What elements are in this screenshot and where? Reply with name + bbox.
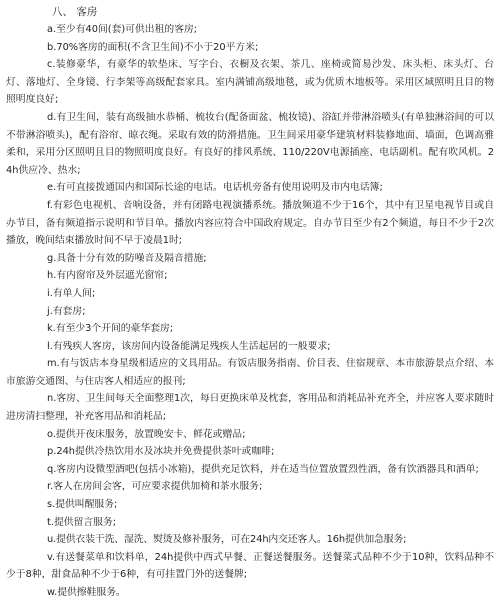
list-item: u.提供衣装干洗、湿洗、熨烫及修补服务，可在24h内交还客人。16h提供加急服务; [47,534,407,546]
list-item: r.客人在房间会客，可应要求提供加椅和茶水服务; [47,481,263,493]
list-item: l.有残疾人客房，该房间内设备能满足残疾人生活起居的一般要求; [47,340,331,352]
list-item: q.客房内设微型酒吧(包括小冰箱)，提供充足饮料，并在适当位置放置烈性酒，备有饮酒器具和酒单; [47,463,479,475]
list-item: n.客房、卫生间每天全面整理1次，每日更换床单及枕套，客用品和消耗品补充齐全，并应客人要求随时进房清扫整理，补充客用品和消耗品; [6,393,494,423]
list-item: b.70%客房的面积(不含卫生间)不小于20平方米; [47,41,259,53]
list-item: d.有卫生间，装有高级抽水恭桶、梳妆台(配备面盆、梳妆镜)、浴缸并带淋浴喷头(有单独淋浴间的可以不带淋浴喷头)，配有浴帘、晾衣绳。采取有效的防滑措施。卫生间采用豪华建筑材料装修地面、墙面，色调高雅柔和，采用分区照明且目的物照明度良好。有良好的排风系统、110/220V电源插座、电话副机。配有吹风机。24h供应冷、热水; [6,111,494,176]
list-item: m.有与饭店本身星级相适应的文具用品。有饭店服务指南、价目表、住宿规章、本市旅游景点介绍、本市旅游交通图、与住店客人相适应的报刊; [6,358,494,387]
list-item: t.提供留言服务; [47,516,117,528]
list-item: k.有至少3个开间的豪华套房; [47,323,174,335]
list-item: a.至少有40间(套)可供出租的客房; [47,24,198,35]
list-item: h.有内窗帘及外层遮光窗帘; [47,270,168,282]
list-item: f.有彩色电视机、音响设备，并有闭路电视演播系统。播放频道不少于16个，其中有卫星电视节目或自办节目，备有频道指示说明和节目单。播放内容应符合中国政府规定。自办节目至少有2个频道，每日不少于2次播放，晚间结束播放时间不早于凌晨1时; [6,199,494,247]
list-item: e.有可直接拨通国内和国际长途的电话。电话机旁备有使用说明及市内电话簿; [47,182,383,194]
list-item: o.提供开夜床服务，放置晚安卡、鲜花或赠品; [47,428,246,440]
list-item: s.提供叫醒服务; [47,499,118,511]
list-item: p.24h提供冷热饮用水及冰块并免费提供茶叶或咖啡; [47,446,275,458]
section-heading: 八、 客房 [52,6,98,18]
requirement-list [6,21,494,602]
list-item: v.有送餐菜单和饮料单，24h提供中西式早餐、正餐送餐服务。送餐菜式品种不少于10种，饮料品种不少于8种，甜食品种不少于6种，有可挂置门外的送餐牌; [6,551,494,581]
list-item: w.提供擦鞋服务。 [47,587,126,598]
list-item: i.有单人间; [47,287,96,299]
list-item: j.有套房; [47,305,86,317]
list-item: c.装修豪华，有豪华的软垫床、写字台、衣橱及衣架、茶几、座椅或简易沙发、床头柜、床头灯、台灯、落地灯、全身镜、行李架等高级配套家具。室内满铺高级地毯，或为优质木地板等。采用区域照明且目的物照明度良好; [6,59,494,106]
list-item: g.具备十分有效的防噪音及隔音措施; [47,252,207,264]
